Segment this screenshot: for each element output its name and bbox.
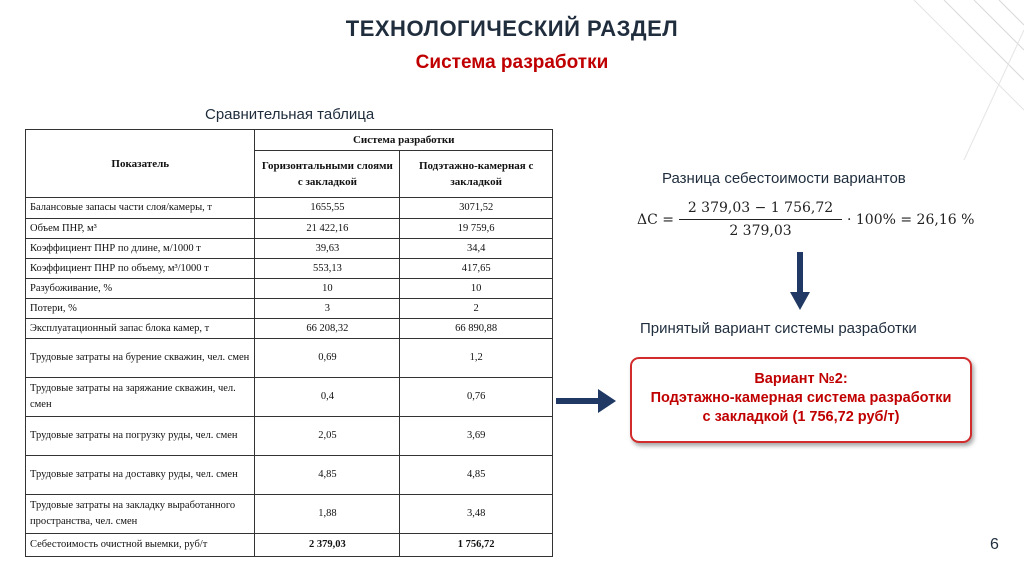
table-row bbox=[26, 299, 553, 319]
formula-rhs: · 100% = 26,16 % bbox=[847, 212, 975, 228]
row-value-2: 1,2 bbox=[400, 339, 553, 378]
row-value-1: 2 379,03 bbox=[255, 534, 400, 557]
header-indicator: Показатель bbox=[26, 130, 255, 198]
table-header-row bbox=[26, 130, 553, 151]
variant-number: Вариант №2: bbox=[754, 371, 848, 387]
table-caption: Сравнительная таблица bbox=[205, 106, 375, 123]
row-value-1: 1,88 bbox=[255, 495, 400, 534]
cost-difference-formula bbox=[637, 198, 977, 244]
header-col-1: Горизонтальными слоями с закладкой bbox=[255, 151, 400, 198]
row-value-2: 10 bbox=[400, 279, 553, 299]
row-value-2: 0,76 bbox=[400, 378, 553, 417]
page-number: 6 bbox=[990, 536, 999, 553]
row-value-2: 66 890,88 bbox=[400, 319, 553, 339]
row-label: Себестоимость очистной выемки, руб/т bbox=[26, 534, 255, 557]
row-value-2: 34,4 bbox=[400, 239, 553, 259]
variant-cost: с закладкой (1 756,72 руб/т) bbox=[702, 409, 900, 425]
arrow-right-icon bbox=[556, 389, 616, 413]
table-row bbox=[26, 279, 553, 299]
row-value-2: 3,48 bbox=[400, 495, 553, 534]
variant-system: Подэтажно-камерная система разработки bbox=[650, 390, 952, 406]
row-value-2: 3071,52 bbox=[400, 198, 553, 219]
arrow-down-icon bbox=[790, 252, 810, 310]
table-row bbox=[26, 456, 553, 495]
row-value-1: 66 208,32 bbox=[255, 319, 400, 339]
comparison-table bbox=[25, 129, 553, 557]
page-subtitle: Система разработки bbox=[415, 52, 609, 73]
table-row bbox=[26, 219, 553, 239]
row-value-1: 10 bbox=[255, 279, 400, 299]
row-label: Трудовые затраты на заряжание скважин, чел. смен bbox=[26, 378, 255, 417]
accepted-variant-box bbox=[630, 357, 972, 443]
row-value-1: 21 422,16 bbox=[255, 219, 400, 239]
row-value-1: 0,69 bbox=[255, 339, 400, 378]
row-value-1: 39,63 bbox=[255, 239, 400, 259]
row-value-1: 4,85 bbox=[255, 456, 400, 495]
row-value-2: 417,65 bbox=[400, 259, 553, 279]
page-title: ТЕХНОЛОГИЧЕСКИЙ РАЗДЕЛ bbox=[345, 16, 679, 41]
row-label: Коэффициент ПНР по объему, м³/1000 т bbox=[26, 259, 255, 279]
row-value-2: 3,69 bbox=[400, 417, 553, 456]
row-label: Разубоживание, % bbox=[26, 279, 255, 299]
row-label: Трудовые затраты на закладку выработанного пространства, чел. смен bbox=[26, 495, 255, 534]
header-col-2: Подэтажно-камерная с закладкой bbox=[400, 151, 553, 198]
formula-fraction bbox=[679, 198, 842, 241]
table-row bbox=[26, 198, 553, 219]
table-row bbox=[26, 259, 553, 279]
row-value-1: 1655,55 bbox=[255, 198, 400, 219]
table-row bbox=[26, 534, 553, 557]
difference-title: Разница себестоимости вариантов bbox=[662, 170, 906, 187]
row-label: Трудовые затраты на доставку руды, чел. смен bbox=[26, 456, 255, 495]
table-row bbox=[26, 239, 553, 259]
table-body bbox=[26, 198, 553, 557]
table-row bbox=[26, 378, 553, 417]
row-label: Эксплуатационный запас блока камер, т bbox=[26, 319, 255, 339]
row-value-2: 4,85 bbox=[400, 456, 553, 495]
row-label: Объем ПНР, м³ bbox=[26, 219, 255, 239]
table-row bbox=[26, 339, 553, 378]
row-value-1: 553,13 bbox=[255, 259, 400, 279]
row-label: Коэффициент ПНР по длине, м/1000 т bbox=[26, 239, 255, 259]
formula-numerator: 2 379,03 − 1 756,72 bbox=[687, 200, 834, 216]
accepted-variant-title: Принятый вариант системы разработки bbox=[640, 320, 917, 337]
formula-denominator: 2 379,03 bbox=[729, 223, 792, 239]
row-label: Трудовые затраты на погрузку руды, чел. смен bbox=[26, 417, 255, 456]
row-value-1: 3 bbox=[255, 299, 400, 319]
row-value-1: 0,4 bbox=[255, 378, 400, 417]
row-value-1: 2,05 bbox=[255, 417, 400, 456]
table-row bbox=[26, 495, 553, 534]
row-label: Потери, % bbox=[26, 299, 255, 319]
header-group: Система разработки bbox=[255, 130, 553, 151]
row-value-2: 19 759,6 bbox=[400, 219, 553, 239]
table-row bbox=[26, 417, 553, 456]
row-value-2: 2 bbox=[400, 299, 553, 319]
row-label: Балансовые запасы части слоя/камеры, т bbox=[26, 198, 255, 219]
table-row bbox=[26, 319, 553, 339]
row-label: Трудовые затраты на бурение скважин, чел. смен bbox=[26, 339, 255, 378]
formula-lhs: ΔC = bbox=[637, 212, 675, 228]
fraction-bar bbox=[679, 219, 842, 220]
row-value-2: 1 756,72 bbox=[400, 534, 553, 557]
